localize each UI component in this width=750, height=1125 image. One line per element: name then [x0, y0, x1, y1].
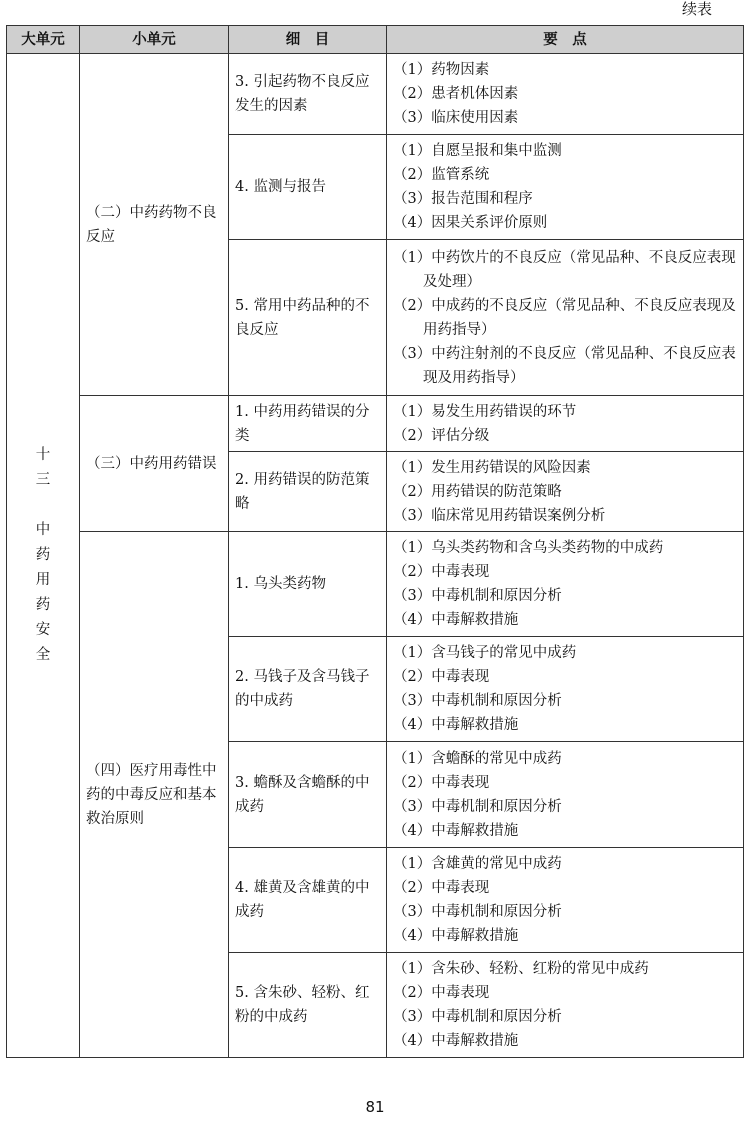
item-cell: 5. 含朱砂、轻粉、红粉的中成药	[229, 953, 387, 1058]
sub-unit-cell: （二）中药药物不良反应	[80, 54, 229, 396]
item-cell: 1. 乌头类药物	[229, 532, 387, 637]
page-number: 81	[365, 1098, 385, 1116]
points-cell	[387, 452, 744, 532]
points-cell	[387, 637, 744, 742]
big-unit-char: 安	[35, 622, 51, 638]
header-big-unit: 大单元	[7, 26, 80, 54]
point-line: （2）中毒表现	[393, 774, 490, 791]
point-line: （2）监管系统	[393, 167, 490, 183]
point-line: （4）中毒解救措施	[393, 822, 519, 839]
big-unit-char: 药	[35, 547, 51, 563]
big-unit-char: 三	[35, 472, 51, 488]
big-unit-char: 用	[35, 572, 51, 588]
big-unit-cell	[7, 54, 80, 1058]
item-cell: 2. 用药错误的防范策略	[229, 452, 387, 532]
point-line: （2）评估分级	[393, 427, 490, 444]
points-cell	[387, 396, 744, 452]
point-line: （1）易发生用药错误的环节	[393, 403, 577, 420]
point-line: （3）中毒机制和原因分析	[393, 588, 562, 604]
table-row	[7, 54, 744, 135]
point-line: （1）含蟾酥的常见中成药	[393, 750, 562, 767]
item-cell: 3. 蟾酥及含蟾酥的中成药	[229, 742, 387, 848]
point-line: （4）中毒解救措施	[393, 1033, 519, 1049]
sub-unit-cell: （三）中药用药错误	[80, 396, 229, 532]
big-unit-char: 全	[35, 647, 51, 663]
header-row	[7, 26, 744, 54]
big-unit-char: 药	[35, 597, 51, 613]
points-cell	[387, 532, 744, 637]
point-line: （4）中毒解救措施	[393, 928, 519, 944]
point-line: （3）中毒机制和原因分析	[393, 1009, 562, 1025]
point-line: （3）中毒机制和原因分析	[393, 798, 562, 815]
item-cell: 4. 监测与报告	[229, 135, 387, 240]
point-line: （3）中毒机制和原因分析	[393, 693, 562, 709]
item-cell: 5. 常用中药品种的不良反应	[229, 240, 387, 396]
point-line: （2）中毒表现	[393, 669, 490, 685]
point-line: （2）中毒表现	[393, 880, 490, 896]
point-line: （4）因果关系评价原则	[393, 215, 548, 231]
table-row	[7, 396, 744, 452]
header-item: 细 目	[229, 26, 387, 54]
points-cell	[387, 240, 744, 396]
point-line: （1）自愿呈报和集中监测	[393, 143, 562, 159]
point-line: （2）中成药的不良反应（常见品种、不良反应表现及用药指导）	[393, 297, 736, 338]
point-line: （4）中毒解救措施	[393, 612, 519, 628]
point-line: （3）临床使用因素	[393, 110, 519, 126]
sub-unit-cell: （四）医疗用毒性中药的中毒反应和基本救治原则	[80, 532, 229, 1058]
item-cell: 2. 马钱子及含马钱子的中成药	[229, 637, 387, 742]
point-line: （3）中毒机制和原因分析	[393, 904, 562, 920]
big-unit-char	[41, 497, 46, 513]
point-line: （1）中药饮片的不良反应（常见品种、不良反应表现及处理）	[393, 249, 736, 290]
item-cell: 4. 雄黄及含雄黄的中成药	[229, 848, 387, 953]
point-line: （4）中毒解救措施	[393, 717, 519, 733]
point-line: （2）用药错误的防范策略	[393, 483, 562, 500]
item-cell: 3. 引起药物不良反应发生的因素	[229, 54, 387, 135]
table-row	[7, 532, 744, 637]
continued-label: 续表	[681, 0, 712, 18]
big-unit-char: 中	[35, 522, 51, 538]
point-line: （2）中毒表现	[393, 564, 490, 580]
point-line: （2）患者机体因素	[393, 86, 519, 102]
point-line: （3）临床常见用药错误案例分析	[393, 507, 606, 524]
point-line: （1）发生用药错误的风险因素	[393, 459, 591, 476]
points-cell	[387, 742, 744, 848]
point-line: （1）药物因素	[393, 62, 490, 78]
points-cell	[387, 54, 744, 135]
point-line: （3）中药注射剂的不良反应（常见品种、不良反应表现及用药指导）	[393, 345, 736, 386]
item-cell: 1. 中药用药错误的分类	[229, 396, 387, 452]
point-line: （1）含朱砂、轻粉、红粉的常见中成药	[393, 961, 649, 977]
points-cell	[387, 135, 744, 240]
point-line: （1）含雄黄的常见中成药	[393, 856, 562, 872]
big-unit-char: 十	[35, 447, 51, 463]
points-cell	[387, 848, 744, 953]
point-line: （1）含马钱子的常见中成药	[393, 645, 577, 661]
header-points: 要 点	[387, 26, 744, 54]
point-line: （2）中毒表现	[393, 985, 490, 1001]
point-line: （1）乌头类药物和含乌头类药物的中成药	[393, 540, 664, 556]
header-sub-unit: 小单元	[80, 26, 229, 54]
points-cell	[387, 953, 744, 1058]
point-line: （3）报告范围和程序	[393, 191, 533, 207]
syllabus-table	[6, 25, 744, 1058]
